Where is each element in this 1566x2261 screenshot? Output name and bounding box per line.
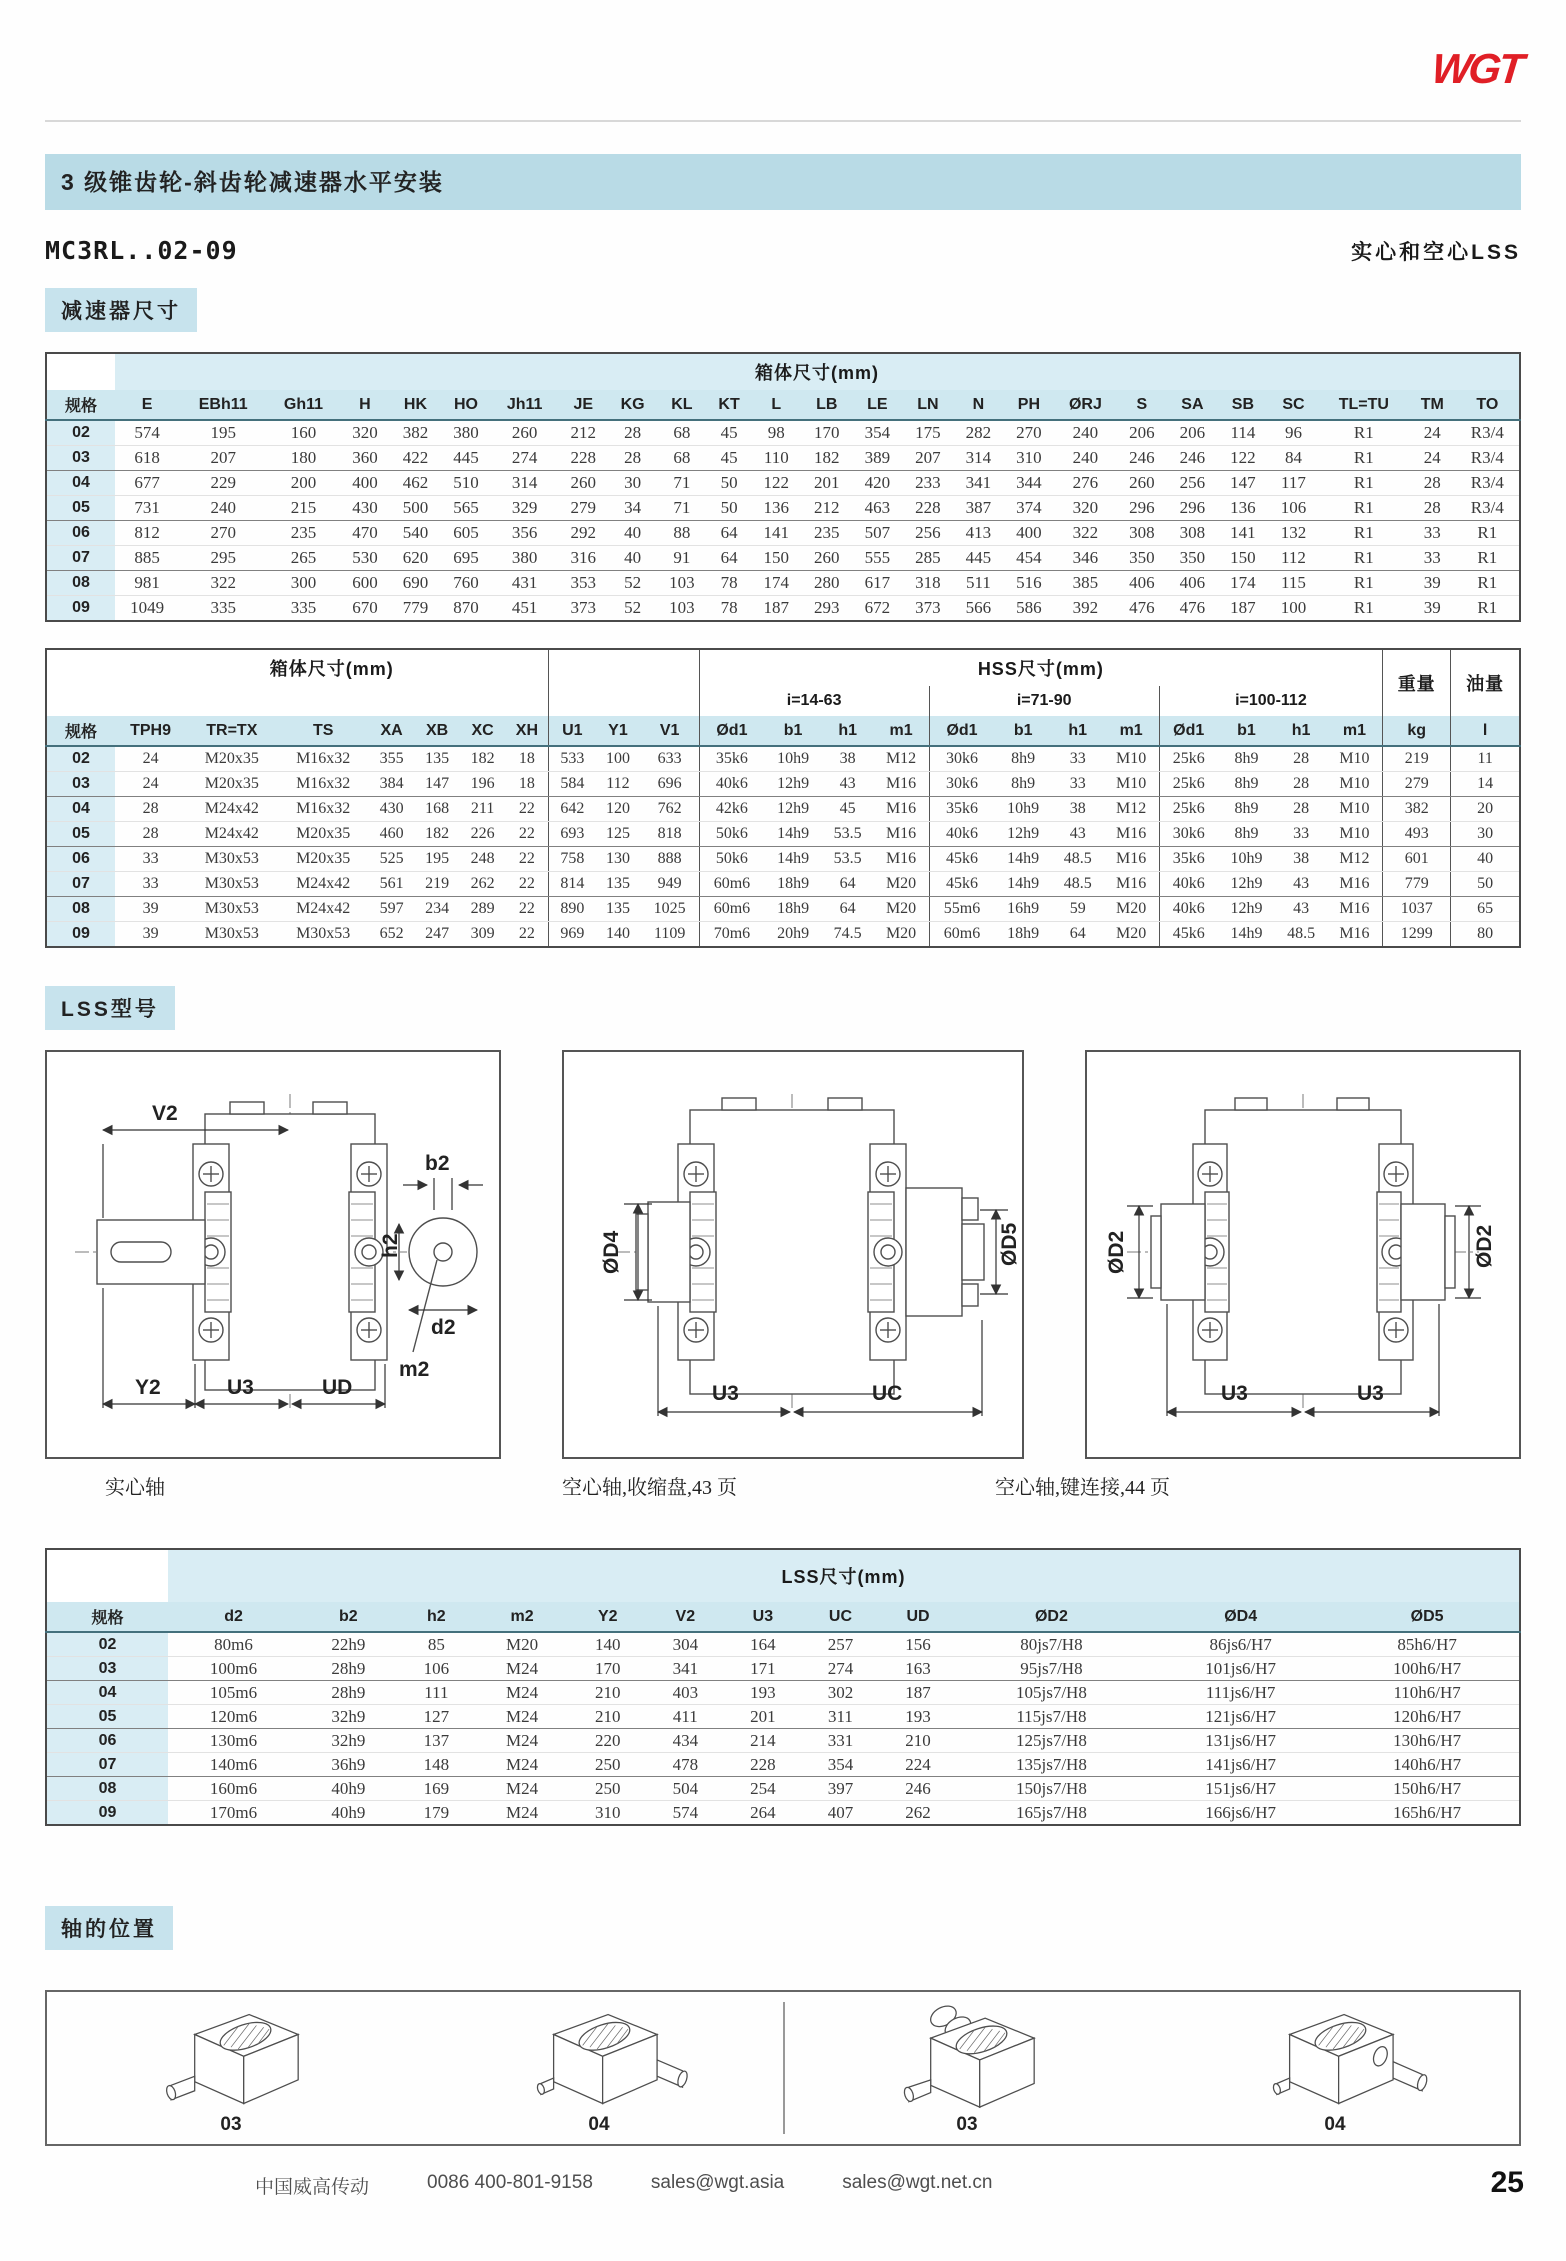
table-row: 06 130m6 32h9 137 M24 220 434 214 331 210 125js7/H8 131js6/H7 130h6/H7 <box>46 1729 1520 1753</box>
position-label: 04 <box>588 2114 610 2135</box>
table-row: 09 39 M30x53 M30x53 652 247 309 22 969 140 1109 70m6 20h9 74.5 M20 60m6 18h9 64 M20 45k6 14h9 48.5 M16 1299 80 <box>46 922 1520 948</box>
table1-group-header <box>46 353 1520 390</box>
table-row: 02 574 195 160 320 382 380 260 212 28 68 45 98 170 354 175 282 270 240 206 206 114 96 R1 24 R3/4 <box>46 420 1520 446</box>
shaft-type-note: 实心和空心LSS <box>1351 241 1521 264</box>
hollow-shaft-key-drawing <box>1085 1050 1521 1459</box>
table-row: 08 981 322 300 600 690 760 431 353 52 103 78 174 280 617 318 511 516 385 406 406 174 115 R1 39 R1 <box>46 571 1520 596</box>
dim-label-m2: m2 <box>399 1358 430 1381</box>
column-header: b2 <box>299 1602 397 1632</box>
table1-group-title: 箱体尺寸(mm) <box>115 353 1520 390</box>
column-header: JE <box>558 390 609 420</box>
dim-label-u3: U3 <box>712 1382 739 1405</box>
column-header: KL <box>657 390 708 420</box>
column-header: U1 <box>549 716 595 746</box>
column-header: h1 <box>1275 716 1327 746</box>
column-header: XA <box>369 716 415 746</box>
column-header: ØD2 <box>957 1602 1146 1632</box>
table-row: 05 28 M24x42 M20x35 460 182 226 22 693 125 818 50k6 14h9 53.5 M16 40k6 12h9 43 M16 30k6 8h9 33 M10 493 30 <box>46 822 1520 847</box>
column-header: LB <box>802 390 853 420</box>
column-header: b1 <box>1218 716 1276 746</box>
table-row: 05 731 240 215 430 500 565 329 279 34 71 50 136 212 463 228 387 374 320 296 296 136 106 R1 28 R3/4 <box>46 496 1520 521</box>
ratio-range-1: i=14-63 <box>699 686 929 716</box>
ratio-range-3: i=100-112 <box>1159 686 1382 716</box>
dim-label-v2: V2 <box>152 1102 178 1125</box>
column-header: kg <box>1383 716 1451 746</box>
header <box>45 0 1524 106</box>
page-title: 3 级锥齿轮-斜齿轮减速器水平安装 <box>45 154 1521 210</box>
column-header: d2 <box>168 1602 299 1632</box>
table-row: 09 1049 335 335 670 779 870 451 373 52 103 78 187 293 672 373 566 586 392 476 476 187 100 R1 39 R1 <box>46 596 1520 622</box>
column-header: LN <box>903 390 954 420</box>
dim-label-d4: ØD4 <box>600 1230 623 1274</box>
column-header: XC <box>460 716 506 746</box>
section-lss-type: LSS型号 <box>45 986 175 1030</box>
column-header: l <box>1451 716 1520 746</box>
column-header: TPH9 <box>115 716 186 746</box>
table-row: 04 677 229 200 400 462 510 314 260 30 71 50 122 201 420 233 341 344 276 260 256 147 117 R1 28 R3/4 <box>46 471 1520 496</box>
table-row: 04 28 M24x42 M16x32 430 168 211 22 642 120 762 42k6 12h9 45 M16 35k6 10h9 38 M12 25k6 8h9 28 M10 382 20 <box>46 797 1520 822</box>
table3-group-title: LSS尺寸(mm) <box>168 1549 1520 1602</box>
column-header: S <box>1117 390 1168 420</box>
footer <box>0 2166 1566 2199</box>
column-header: SA <box>1167 390 1218 420</box>
table-row: 05 120m6 32h9 127 M24 210 411 201 311 193 115js7/H8 121js6/H7 120h6/H7 <box>46 1705 1520 1729</box>
table2-group-header <box>46 649 1520 686</box>
section-reducer-dimensions: 减速器尺寸 <box>45 288 197 332</box>
column-header: Ød1 <box>929 716 994 746</box>
dim-label-h2: h2 <box>379 1233 402 1258</box>
column-header: h2 <box>398 1602 476 1632</box>
model-code: MC3RL..02-09 <box>45 236 238 265</box>
table-row: 03 618 207 180 360 422 445 274 228 28 68 45 110 182 389 207 314 310 240 246 246 122 84 R1 24 R3/4 <box>46 446 1520 471</box>
column-header: L <box>751 390 802 420</box>
footer-phone: 0086 400-801-9158 <box>427 2172 593 2193</box>
column-header: SC <box>1268 390 1319 420</box>
column-header: PH <box>1004 390 1055 420</box>
lss-dimensions-table <box>45 1548 1521 1826</box>
column-header: LE <box>852 390 903 420</box>
column-header: XB <box>414 716 460 746</box>
dim-label-b2: b2 <box>425 1152 450 1175</box>
column-header: h1 <box>1052 716 1104 746</box>
shaft-position-03a <box>47 1992 415 2144</box>
table2-body <box>46 746 1520 947</box>
drawing-captions <box>45 1471 1521 1500</box>
dim-label-d5: ØD5 <box>998 1222 1021 1266</box>
ratio-range-2: i=71-90 <box>929 686 1159 716</box>
dim-label-u3: U3 <box>227 1376 254 1399</box>
footer-email-asia: sales@wgt.asia <box>650 2172 785 2193</box>
column-header: m1 <box>1327 716 1383 746</box>
solid-shaft-drawing <box>45 1050 501 1459</box>
table-row: 07 33 M30x53 M24x42 561 219 262 22 814 135 949 60m6 18h9 64 M20 45k6 14h9 48.5 M16 40k6 12h9 43 M16 779 50 <box>46 872 1520 897</box>
dim-label-y2: Y2 <box>135 1376 161 1399</box>
shaft-position-panel <box>45 1990 1521 2146</box>
column-header: HK <box>390 390 441 420</box>
table2-group-hss: HSS尺寸(mm) <box>699 649 1382 686</box>
dim-label-u3-left: U3 <box>1221 1382 1248 1405</box>
column-header: ØRJ <box>1054 390 1116 420</box>
dim-label-d2-left: ØD2 <box>1105 1230 1128 1274</box>
column-header: E <box>115 390 179 420</box>
column-header: UD <box>879 1602 957 1632</box>
shaft-position-04b <box>1151 1992 1519 2144</box>
table-row: 08 160m6 40h9 169 M24 250 504 254 397 246 150js7/H8 151js6/H7 150h6/H7 <box>46 1777 1520 1801</box>
column-header: TS <box>278 716 369 746</box>
column-header: EBh11 <box>179 390 267 420</box>
column-header: ØD4 <box>1146 1602 1335 1632</box>
column-header: Gh11 <box>267 390 339 420</box>
column-header: Y1 <box>595 716 641 746</box>
table3-column-header <box>46 1602 1520 1632</box>
position-label: 04 <box>1324 2114 1346 2135</box>
column-header: m1 <box>873 716 929 746</box>
column-header: UC <box>802 1602 880 1632</box>
column-header: b1 <box>994 716 1052 746</box>
column-header: TL=TU <box>1319 390 1409 420</box>
table-row: 04 105m6 28h9 111 M24 210 403 193 302 187 105js7/H8 111js6/H7 110h6/H7 <box>46 1681 1520 1705</box>
table1-body <box>46 420 1520 621</box>
column-header: 规格 <box>46 390 115 420</box>
table3-body <box>46 1632 1520 1825</box>
column-header: V1 <box>641 716 699 746</box>
wgt-logo: WGT <box>1429 45 1524 92</box>
table3-group-header <box>46 1549 1520 1602</box>
column-header: U3 <box>724 1602 802 1632</box>
column-header: b1 <box>764 716 822 746</box>
column-header: H <box>340 390 391 420</box>
model-row <box>45 236 1521 266</box>
column-header: Ød1 <box>1159 716 1217 746</box>
column-header: V2 <box>647 1602 725 1632</box>
column-header: h1 <box>822 716 874 746</box>
dim-label-d2: d2 <box>431 1316 456 1339</box>
table2-group-oil: 油量 <box>1451 649 1520 716</box>
table2-group-box: 箱体尺寸(mm) <box>115 649 549 686</box>
shaft-position-04a <box>415 1992 783 2144</box>
column-header: Y2 <box>569 1602 647 1632</box>
table-row: 07 885 295 265 530 620 695 380 316 40 91 64 150 260 555 285 445 454 346 350 350 150 112 R1 33 R1 <box>46 546 1520 571</box>
dim-label-u3-right: U3 <box>1357 1382 1384 1405</box>
column-header: m2 <box>475 1602 569 1632</box>
column-header: TR=TX <box>186 716 277 746</box>
table-row: 09 170m6 40h9 179 M24 310 574 264 407 262 165js7/H8 166js6/H7 165h6/H7 <box>46 1801 1520 1826</box>
table2-ratio-header <box>46 686 1520 716</box>
footer-email-cn: sales@wgt.net.cn <box>842 2172 993 2193</box>
column-header: HO <box>441 390 492 420</box>
dim-label-d2-right: ØD2 <box>1473 1224 1496 1268</box>
table-row: 07 140m6 36h9 148 M24 250 478 228 354 224 135js7/H8 141js6/H7 140h6/H7 <box>46 1753 1520 1777</box>
column-header: Jh11 <box>491 390 558 420</box>
footer-company: 中国威高传动 <box>255 2177 370 2198</box>
table2-group-weight: 重量 <box>1383 649 1451 716</box>
hollow-shaft-shrink-disk-drawing <box>562 1050 1024 1459</box>
position-label: 03 <box>220 2114 242 2135</box>
column-header: SB <box>1218 390 1269 420</box>
caption-hollow-key: 空心轴,键连接,44 页 <box>995 1477 1170 1499</box>
column-header: KT <box>707 390 751 420</box>
column-header: N <box>953 390 1004 420</box>
column-header: TM <box>1409 390 1456 420</box>
column-header: 规格 <box>46 1602 168 1632</box>
dim-label-ud: UD <box>322 1376 353 1399</box>
table-row: 08 39 M30x53 M24x42 597 234 289 22 890 135 1025 60m6 18h9 64 M20 55m6 16h9 59 M20 40k6 12h9 43 M16 1037 65 <box>46 897 1520 922</box>
column-header: m1 <box>1104 716 1160 746</box>
shaft-position-03b <box>783 1992 1151 2144</box>
housing-dimensions-table <box>45 352 1521 622</box>
table-row: 02 80m6 22h9 85 M20 140 304 164 257 156 80js7/H8 86js6/H7 85h6/H7 <box>46 1632 1520 1657</box>
table-row: 02 24 M20x35 M16x32 355 135 182 18 533 100 633 35k6 10h9 38 M12 30k6 8h9 33 M10 25k6 8h9 28 M10 219 11 <box>46 746 1520 772</box>
section-shaft-position: 轴的位置 <box>45 1906 173 1950</box>
table1-column-header <box>46 390 1520 420</box>
column-header: XH <box>505 716 549 746</box>
page-number: 25 <box>1490 2166 1524 2199</box>
panel-divider <box>783 2002 785 2134</box>
caption-hollow-shrink: 空心轴,收缩盘,43 页 <box>562 1477 737 1499</box>
lss-drawings <box>45 1050 1521 1459</box>
table-row: 03 24 M20x35 M16x32 384 147 196 18 584 112 696 40k6 12h9 43 M16 30k6 8h9 33 M10 25k6 8h9 28 M10 279 14 <box>46 772 1520 797</box>
column-header: Ød1 <box>699 716 764 746</box>
hss-dimensions-table <box>45 648 1521 948</box>
caption-solid-shaft: 实心轴 <box>105 1477 165 1499</box>
table-row: 06 812 270 235 470 540 605 356 292 40 88 64 141 235 507 256 413 400 322 308 308 141 132 R1 33 R1 <box>46 521 1520 546</box>
column-header: ØD5 <box>1335 1602 1520 1632</box>
table-row: 06 33 M30x53 M20x35 525 195 248 22 758 130 888 50k6 14h9 53.5 M16 45k6 14h9 48.5 M16 35k6 10h9 38 M12 601 40 <box>46 847 1520 872</box>
column-header: KG <box>609 390 657 420</box>
table-row: 03 100m6 28h9 106 M24 170 341 171 274 163 95js7/H8 101js6/H7 100h6/H7 <box>46 1657 1520 1681</box>
column-header: 规格 <box>46 716 115 746</box>
dim-label-uc: UC <box>872 1382 903 1405</box>
table2-column-header <box>46 716 1520 746</box>
position-label: 03 <box>956 2114 978 2135</box>
column-header: TO <box>1456 390 1520 420</box>
header-divider <box>45 120 1521 122</box>
